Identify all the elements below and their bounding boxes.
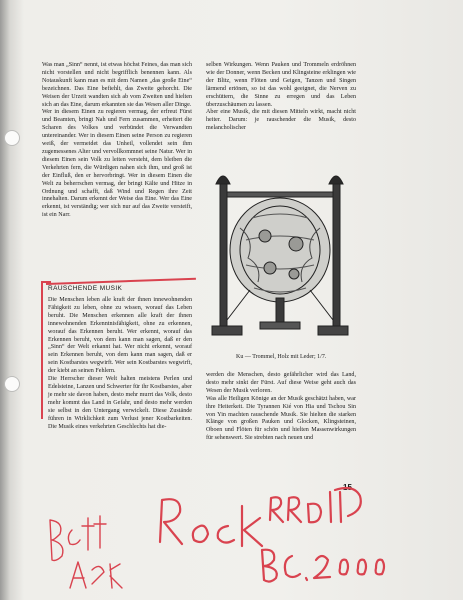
left-column-top (42, 62, 192, 220)
paragraph: werden die Menschen, desto gefährlicher wird das Land, desto mehr sinkt der Fürst. Auf diese Weise geht auch das Wesen der Musik verloren. (206, 372, 356, 394)
paragraph: Wer in diesem Einen zu regieren vermag, der erfreut Fürst und Beamten, bringt Nah und Fern zusammen, erheitert die Scharen des Volkes und verbündet die Verwandten untereinander. Wer in diesem Einen seine Person zu regieren weiß, der vermeidet das Unheil, vollendet sein ihm zugemessenes Alter und vervollkommnet seine Natur. Wer in diesem Einen sein Volk zu leiten versteht, dem bleiben die Verkehrten fern, die Würdigen nahen sich ihm, und groß ist der Einfluß, den er hervorbringt. Wer in diesem Einen die Welt zu beherrschen vermag, der bringt Kälte und Hitze in Ordnung und schafft, daß Wind und Regen ihre Zeit innehalten. Darum erkennt der Weise das Eine. Wer das Eine erkennt, ist verständig; wer sich nur auf das Zweite versteift, ist ein Narr. (42, 109, 192, 219)
figure-caption: Ku — Trommel, Holz mit Leder; 1/7. (236, 354, 327, 360)
paragraph: Die Herrscher dieser Welt halten meistens Perlen und Edelsteine, Lanzen und Schwerter für ihr Kostbarstes, aber je mehr sie davon haben, desto mehr murrt das Volk, desto mehr kommt das Land in Gefahr, und desto mehr werden sie selbst in den Untergang verwickelt. Diese Zustände führen in Wirklichkeit zum Verlust jener Kostbarkeiten. Die Musik eines verkehrten Geschlechts hat die- (48, 376, 192, 430)
paragraph: selben Wirkungen. Wenn Pauken und Trommeln erdröhnen wie der Donner, wenn Becken und Klingsteine erklingen wie der Blitz, wenn Flöten und Geigen, Tanzen und Singen lärmend ertönen, so ist das wohl geeignet, die Nerven zu erschüttern, die Sinne zu erregen und das Leben überzuschäumen zu lassen. (206, 62, 356, 108)
handwritten-annotation (30, 480, 430, 595)
paragraph: Aber eine Musik, die mit diesen Mitteln wirkt, macht nicht heiter. Darum: je rauschender die Musik, desto melancholischer (206, 109, 356, 132)
red-pen-underline (46, 278, 196, 285)
punch-hole (4, 376, 20, 392)
paragraph: Die Menschen leben alle kraft der ihnen innewohnenden Fähigkeit zu leben, ohne zu wissen, worauf das Leben beruht. Die Menschen erkennen alle kraft der ihnen innewohnenden Erkenntnisfähigkeit, ohne zu erkennen, worauf das Erkennen beruht. Wer erkennt, worauf das Erkennen beruht, von dem kann man sagen, daß er den „Sinn“ der Welt erkannt hat. Wer nicht erkennt, worauf sein Erkennen beruht, von dem kann man sagen, daß er sein Kostbarstes wegwirft. Wer sein Kostbarstes wegwirft, der kiebt an seinen Fehlern. (48, 297, 192, 375)
right-column-top (206, 62, 356, 133)
punch-hole (4, 130, 20, 146)
right-column-bottom (206, 372, 356, 443)
paragraph: Was alle Heiligen Könige an der Musik geschätzt haben, war ihre Heiterkeit. Die Tyrannen Kié von Hia und Tschou Sin von Yin machten rauschende Musik. Sie hielten die starken Klänge von großen Pauken und Glocken, Klingsteinen, Oboen und Flöten für schön und hielten Massenwirkungen für sehenswert. Sie strebten nach neuen und (206, 395, 356, 442)
handwriting-main-text: RocKRRoll (30, 480, 35, 481)
page-number: 15 (343, 483, 352, 492)
section-heading: RAUSCHENDE MUSIK (48, 285, 123, 292)
drum-illustration (210, 170, 350, 345)
left-column-bottom (48, 297, 192, 431)
paragraph: Was man „Sinn“ nennt, ist etwas höchst Feines, das man sich nicht vorstellen und nicht begrifflich benennen kann. Als Notauskunft kann man es mit dem Namen „das große Eine“ bezeichnen. Das Eine befiehlt, das Zweite gehorcht. Die Weisen der Urzeit wandten sich ab vom Zweiten und hielten sich an das Eine, darum erkannten sie das Wesen aller Dinge. (42, 62, 192, 108)
